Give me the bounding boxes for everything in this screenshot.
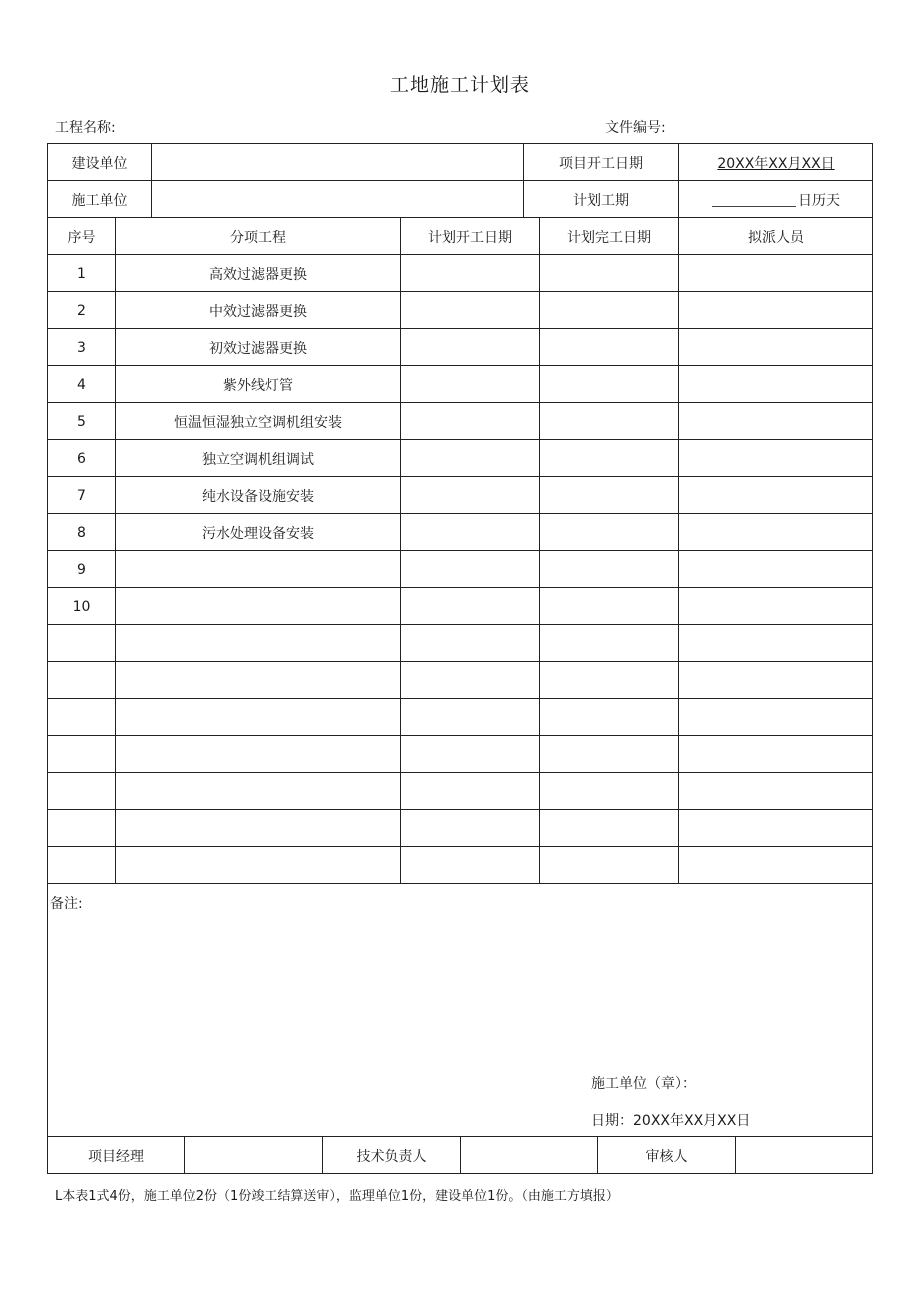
row-plan-finish-field[interactable] <box>540 810 678 847</box>
column-header-plan-finish: 计划完工日期 <box>567 229 651 246</box>
h-divider <box>47 809 873 810</box>
v-divider <box>115 217 116 883</box>
duration-label: 计划工期 <box>573 192 629 209</box>
row-number <box>48 847 115 884</box>
v-divider <box>184 1136 185 1174</box>
row-staff-field[interactable] <box>679 440 873 477</box>
row-staff-field[interactable] <box>679 699 873 736</box>
row-number <box>48 699 115 736</box>
row-number <box>48 662 115 699</box>
row-plan-finish-field[interactable] <box>540 736 678 773</box>
row-plan-start-field[interactable] <box>401 514 539 551</box>
row-number: 1 <box>77 265 86 282</box>
row-item: 高效过滤器更换 <box>209 266 307 283</box>
h-divider <box>47 698 873 699</box>
v-divider <box>735 1136 736 1174</box>
row-item: 中效过滤器更换 <box>209 303 307 320</box>
row-number <box>48 736 115 773</box>
row-item <box>116 551 400 588</box>
row-number: 2 <box>77 302 86 319</box>
v-divider <box>523 143 524 217</box>
row-number <box>48 810 115 847</box>
row-staff-field[interactable] <box>679 551 873 588</box>
row-plan-finish-field[interactable] <box>540 699 678 736</box>
row-plan-start-field[interactable] <box>401 699 539 736</box>
v-divider <box>678 217 679 883</box>
row-item: 纯水设备设施安装 <box>202 488 314 505</box>
page-title: 工地施工计划表 <box>389 74 530 96</box>
row-plan-finish-field[interactable] <box>540 625 678 662</box>
h-divider <box>47 476 873 477</box>
row-plan-start-field[interactable] <box>401 662 539 699</box>
seal-label: 施工单位（章）： <box>591 1076 696 1092</box>
row-item <box>116 588 400 625</box>
row-staff-field[interactable] <box>679 588 873 625</box>
h-divider <box>47 846 873 847</box>
row-plan-finish-field[interactable] <box>540 773 678 810</box>
row-item <box>116 625 400 662</box>
row-item: 恒温恒湿独立空调机组安装 <box>174 414 342 431</box>
row-staff-field[interactable] <box>679 773 873 810</box>
v-divider <box>322 1136 323 1174</box>
row-staff-field[interactable] <box>679 403 873 440</box>
row-plan-finish-field[interactable] <box>540 329 678 366</box>
row-number: 6 <box>77 450 86 467</box>
row-staff-field[interactable] <box>679 255 873 292</box>
h-divider <box>47 587 873 588</box>
row-staff-field[interactable] <box>679 810 873 847</box>
row-plan-finish-field[interactable] <box>540 477 678 514</box>
start-date-label: 项目开工日期 <box>559 155 643 172</box>
row-staff-field[interactable] <box>679 625 873 662</box>
row-plan-start-field[interactable] <box>401 736 539 773</box>
doc-number-label: 文件编号: <box>605 120 666 136</box>
row-plan-finish-field[interactable] <box>540 514 678 551</box>
start-date-text: 20XX年XX月XX日 <box>717 155 835 172</box>
row-plan-start-field[interactable] <box>401 773 539 810</box>
duration-suffix: 日历天 <box>798 192 840 209</box>
row-plan-finish-field[interactable] <box>540 366 678 403</box>
row-staff-field[interactable] <box>679 514 873 551</box>
h-divider <box>47 513 873 514</box>
row-plan-finish-field[interactable] <box>540 847 678 884</box>
row-item <box>116 810 400 847</box>
row-plan-start-field[interactable] <box>401 588 539 625</box>
h-divider <box>47 550 873 551</box>
v-divider <box>597 1136 598 1174</box>
row-number <box>48 773 115 810</box>
row-number: 8 <box>77 524 86 541</box>
project-name-label: 工程名称: <box>55 120 116 136</box>
h-divider <box>47 254 873 255</box>
row-item: 紫外线灯管 <box>223 377 293 394</box>
column-header-staff: 拟派人员 <box>748 229 804 246</box>
column-header-no: 序号 <box>67 229 96 246</box>
row-plan-start-field[interactable] <box>401 255 539 292</box>
row-number: 5 <box>77 413 86 430</box>
row-item: 初效过滤器更换 <box>209 340 307 357</box>
row-plan-start-field[interactable] <box>401 440 539 477</box>
reviewer-signature-field[interactable] <box>736 1137 873 1174</box>
h-divider <box>47 735 873 736</box>
row-item <box>116 736 400 773</box>
tech-lead-label: 技术负责人 <box>356 1148 427 1165</box>
row-plan-start-field[interactable] <box>401 329 539 366</box>
contractor-label: 施工单位 <box>71 192 128 209</box>
row-plan-start-field[interactable] <box>401 625 539 662</box>
tech-lead-signature-field[interactable] <box>461 1137 597 1174</box>
h-divider <box>47 772 873 773</box>
h-divider <box>47 217 873 218</box>
h-divider <box>47 180 873 181</box>
row-plan-start-field[interactable] <box>401 403 539 440</box>
row-plan-start-field[interactable] <box>401 292 539 329</box>
reviewer-label: 审核人 <box>645 1148 688 1165</box>
row-number: 4 <box>77 376 86 393</box>
h-divider <box>47 402 873 403</box>
row-number: 10 <box>72 598 91 615</box>
row-plan-start-field[interactable] <box>401 477 539 514</box>
h-divider <box>47 439 873 440</box>
row-staff-field[interactable] <box>679 366 873 403</box>
row-item <box>116 699 400 736</box>
row-plan-finish-field[interactable] <box>540 551 678 588</box>
column-header-item: 分项工程 <box>230 229 286 246</box>
start-date-value[interactable] <box>679 144 873 181</box>
row-number: 9 <box>77 561 86 578</box>
pm-label: 项目经理 <box>88 1148 144 1165</box>
row-staff-field[interactable] <box>679 847 873 884</box>
contractor-value-field[interactable] <box>152 181 523 218</box>
row-plan-start-field[interactable] <box>401 366 539 403</box>
row-plan-finish-field[interactable] <box>540 255 678 292</box>
v-divider <box>460 1136 461 1174</box>
row-plan-start-field[interactable] <box>401 847 539 884</box>
h-divider <box>47 328 873 329</box>
row-staff-field[interactable] <box>679 477 873 514</box>
v-divider <box>400 217 401 883</box>
row-plan-finish-field[interactable] <box>540 292 678 329</box>
row-staff-field[interactable] <box>679 292 873 329</box>
row-plan-finish-field[interactable] <box>540 403 678 440</box>
duration-blank-line <box>712 192 796 207</box>
row-item <box>116 773 400 810</box>
row-number: 7 <box>77 487 86 504</box>
row-item: 独立空调机组调试 <box>202 451 314 468</box>
v-divider <box>539 217 540 883</box>
row-staff-field[interactable] <box>679 736 873 773</box>
duration-field[interactable] <box>679 181 873 218</box>
column-header-plan-start: 计划开工日期 <box>428 229 512 246</box>
v-divider <box>678 143 679 217</box>
h-divider <box>47 883 873 884</box>
h-divider <box>47 624 873 625</box>
remarks-date: 日期：20XX年XX月XX日 <box>591 1113 751 1129</box>
remarks-label: 备注: <box>50 896 83 912</box>
row-plan-start-field[interactable] <box>401 810 539 847</box>
pm-signature-field[interactable] <box>185 1137 322 1174</box>
row-plan-start-field[interactable] <box>401 551 539 588</box>
owner-label: 建设单位 <box>71 155 128 172</box>
row-plan-finish-field[interactable] <box>540 588 678 625</box>
row-item: 污水处理设备安装 <box>202 525 314 542</box>
row-number: 3 <box>77 339 86 356</box>
v-divider <box>151 143 152 217</box>
h-divider <box>47 365 873 366</box>
owner-value-field[interactable] <box>152 144 523 181</box>
row-staff-field[interactable] <box>679 662 873 699</box>
footnote: L本表1式4份，施工单位2份（1份竣工结算送审），监理单位1份，建设单位1份。（由施工方填报） <box>55 1189 619 1204</box>
row-item <box>116 662 400 699</box>
h-divider <box>47 661 873 662</box>
row-plan-finish-field[interactable] <box>540 662 678 699</box>
row-staff-field[interactable] <box>679 329 873 366</box>
row-item <box>116 847 400 884</box>
row-plan-finish-field[interactable] <box>540 440 678 477</box>
row-number <box>48 625 115 662</box>
h-divider <box>47 291 873 292</box>
